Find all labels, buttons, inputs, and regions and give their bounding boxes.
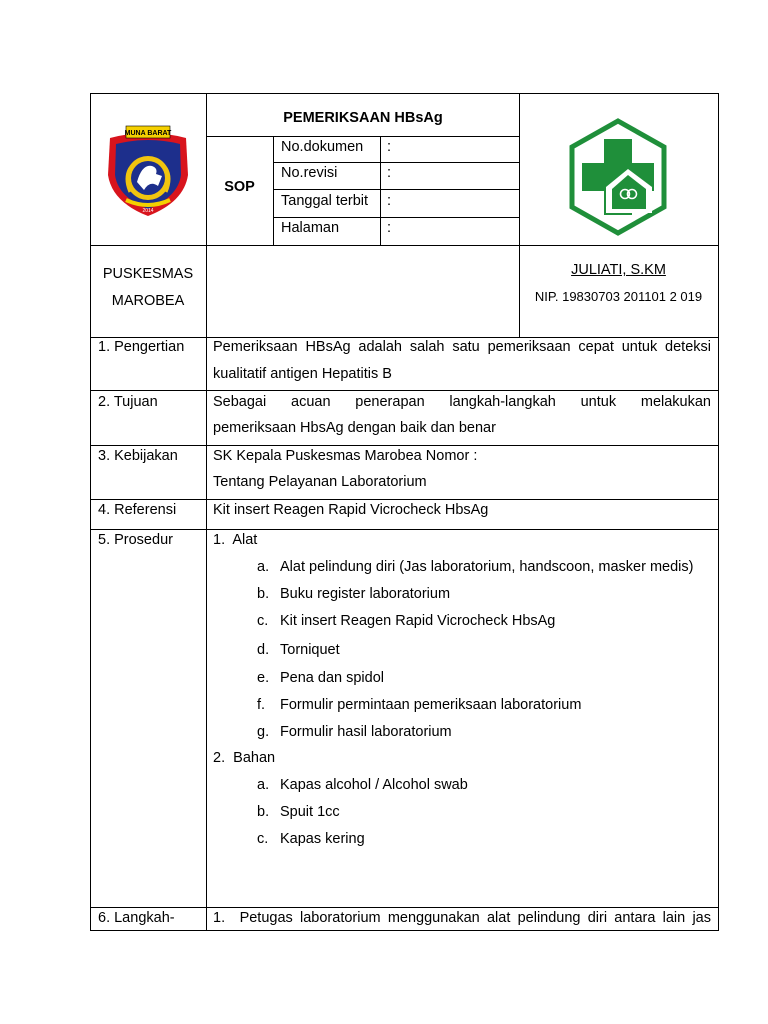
document-title: PEMERIKSAAN HBsAg bbox=[283, 110, 443, 126]
meta-label-no-revisi: No.revisi bbox=[281, 165, 338, 181]
sop-label: SOP bbox=[224, 179, 255, 195]
meta-value-no-dokumen: : bbox=[387, 139, 392, 155]
prosedur-bahan-heading: 2. Bahan bbox=[213, 750, 276, 766]
pengertian-text-line2: kualitatif antigen Hepatitis B bbox=[213, 366, 392, 382]
meta-value-tanggal-terbit: : bbox=[387, 193, 392, 209]
section-label-langkah: 6. Langkah- bbox=[98, 910, 175, 926]
meta-label-halaman: Halaman bbox=[281, 220, 340, 236]
tujuan-text-line2: pemeriksaan HbsAg dengan baik dan benar bbox=[213, 420, 496, 436]
bahan-marker: c. bbox=[257, 831, 269, 847]
meta-value-no-revisi: : bbox=[387, 165, 392, 181]
alat-marker: d. bbox=[257, 642, 270, 658]
section-label-kebijakan: 3. Kebijakan bbox=[98, 448, 178, 464]
section-label-pengertian: 1. Pengertian bbox=[98, 339, 185, 355]
kebijakan-text-line2: Tentang Pelayanan Laboratorium bbox=[213, 474, 427, 490]
alat-marker: e. bbox=[257, 670, 270, 686]
meta-label-no-dokumen: No.dokumen bbox=[281, 139, 364, 155]
alat-marker: g. bbox=[257, 724, 270, 740]
kebijakan-text-line1: SK Kepala Puskesmas Marobea Nomor : bbox=[213, 448, 478, 464]
org-name-line2: MAROBEA bbox=[111, 293, 185, 309]
alat-item: Torniquet bbox=[280, 642, 340, 658]
org-name-line1: PUSKESMAS bbox=[102, 266, 194, 282]
regency-crest-icon bbox=[100, 120, 196, 220]
alat-marker: a. bbox=[257, 559, 270, 575]
alat-item: Pena dan spidol bbox=[280, 670, 384, 686]
alat-marker: b. bbox=[257, 586, 270, 602]
bahan-marker: a. bbox=[257, 777, 270, 793]
alat-item: Formulir hasil laboratorium bbox=[280, 724, 452, 740]
alat-item: Formulir permintaan pemeriksaan laboratorium bbox=[280, 697, 582, 713]
pengertian-text-line1: Pemeriksaan HBsAg adalah salah satu pemeriksaan cepat untuk deteksi bbox=[213, 339, 711, 355]
referensi-text-line1: Kit insert Reagen Rapid Vicrocheck HbsAg bbox=[213, 502, 489, 518]
signatory-name: JULIATI, S.KM bbox=[571, 262, 666, 278]
tujuan-text-line1: Sebagai acuan penerapan langkah-langkah untuk melakukan bbox=[213, 394, 711, 410]
bahan-item: Spuit 1cc bbox=[280, 804, 340, 820]
prosedur-alat-heading: 1. Alat bbox=[213, 532, 258, 548]
logo-puskesmas bbox=[568, 117, 668, 237]
puskesmas-emblem-icon bbox=[568, 117, 668, 237]
bahan-item: Kapas alcohol / Alcohol swab bbox=[280, 777, 468, 793]
alat-marker: f. bbox=[257, 697, 266, 713]
section-label-referensi: 4. Referensi bbox=[98, 502, 177, 518]
section-label-tujuan: 2. Tujuan bbox=[98, 394, 158, 410]
logo-muna-barat bbox=[100, 120, 196, 220]
alat-item: Alat pelindung diri (Jas laboratorium, handscoon, masker medis) bbox=[280, 559, 694, 575]
signatory-nip: NIP. 19830703 201101 2 019 bbox=[534, 289, 703, 304]
section-label-prosedur: 5. Prosedur bbox=[98, 532, 173, 548]
alat-marker: c. bbox=[257, 613, 269, 629]
bahan-item: Kapas kering bbox=[280, 831, 365, 847]
alat-item: Buku register laboratorium bbox=[280, 586, 451, 602]
meta-label-tanggal-terbit: Tanggal terbit bbox=[281, 193, 369, 209]
alat-item: Kit insert Reagen Rapid Vicrocheck HbsAg bbox=[280, 613, 556, 629]
bahan-marker: b. bbox=[257, 804, 270, 820]
svg-text:MUNA BARAT: MUNA BARAT bbox=[124, 130, 172, 137]
langkah-text-line1: 1. Petugas laboratorium menggunakan alat pelindung diri antara lain jas bbox=[213, 910, 711, 926]
svg-text:2014: 2014 bbox=[142, 208, 154, 214]
meta-value-halaman: : bbox=[387, 220, 392, 236]
